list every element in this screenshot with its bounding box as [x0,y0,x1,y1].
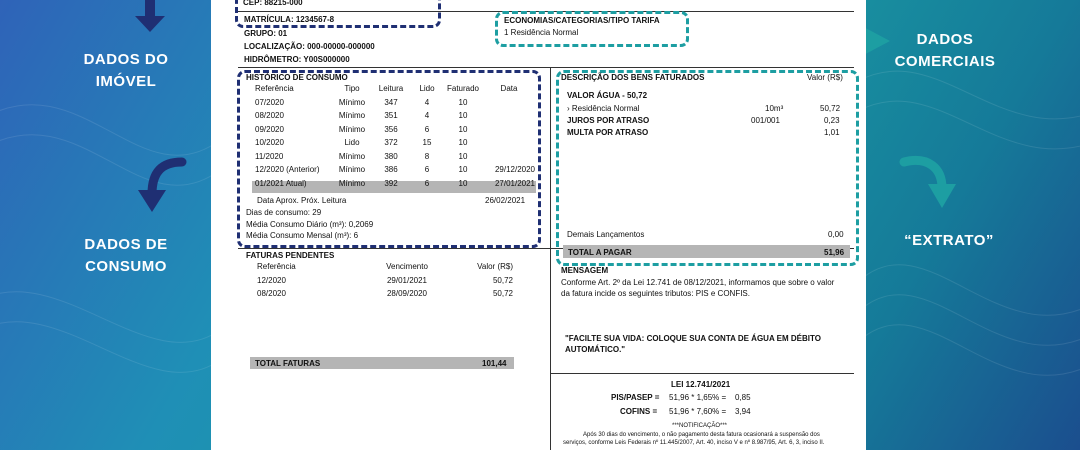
pis-label: PIS/PASEP = [611,393,660,402]
juros-value: 0,23 [824,116,840,125]
categorias-title: ECONOMIAS/CATEGORIAS/TIPO TARIFA [504,16,660,25]
matricula-highlight [235,0,441,28]
multa-item: MULTA POR ATRASO [567,128,649,137]
multa-value-amount: 1,01 [824,128,840,137]
label-dados-imovel: DADOS DO IMÓVEL [83,51,169,90]
valor-agua-text: VALOR ÁGUA - 50,72 [567,91,648,100]
total-pagar-label: TOTAL A PAGAR [568,248,632,257]
notificacao-title: ***NOTIFICAÇÃO*** [672,423,728,429]
pis-calc: 51,96 * 1,65% = [669,393,727,402]
divider [551,373,854,374]
mensagem-line2: da fatura incide os seguintes tributos: PIS e CONFIS. [561,289,750,298]
juros-item: JUROS POR ATRASO [567,116,650,125]
total-pagar-value: 51,96 [824,248,845,257]
table-row: 08/2020 28/09/2020 50,72 [257,289,513,299]
demais-value: 0,00 [828,230,844,239]
facilite-line1: "FACILTE SUA VIDA: COLOQUE SUA CONTA DE ÁGUA EM DÉBITO [565,334,821,343]
cep-text: CEP: 88215-000 [243,0,303,7]
faturas-table [257,260,513,301]
table-row: 07/2020 Mínimo 347 4 10 [255,97,468,107]
historico-table [255,82,535,190]
divider [238,67,854,68]
lei-title: LEI 12.741/2021 [671,380,731,389]
facilite-line2: AUTOMÁTICO." [565,345,626,354]
historico-title: HISTÓRICO DE CONSUMO [246,73,348,82]
table-header: Referência Tipo Leitura Lido Faturado Data [255,84,518,94]
media-mensal: Média Consumo Mensal (m³): 6 [246,231,359,240]
grupo-text: GRUPO: 01 [244,29,288,38]
pis-value: 0,85 [735,393,751,402]
matricula-text: MATRÍCULA: 1234567-8 [244,15,335,24]
table-row: 08/2020 Mínimo 351 4 10 [255,111,468,121]
total-faturas-value: 101,44 [482,359,507,368]
proxima-leitura-label: Data Aprox. Próx. Leitura [257,196,347,205]
curved-arrow-icon [898,152,964,218]
comerciais-highlight [495,11,689,47]
juros-parcela: 001/001 [751,116,780,125]
label-extrato: “EXTRATO” [904,232,994,249]
table-row: 12/2020 (Anterior) Mínimo 386 6 10 29/12/2020 [255,165,535,175]
total-faturas-label: TOTAL FATURAS [255,359,321,368]
notificacao-line1: Após 30 dias do vencimento, o não pagamento desta fatura ocasionará a suspensão dos [583,432,820,438]
column-divider [550,67,551,450]
table-row-current: 01/2021 Atual) Mínimo 392 6 10 27/01/2021 [255,178,535,188]
mensagem-title: MENSAGEM [561,266,609,275]
residencia-item: › Residência Normal [567,104,640,113]
arrow-down-icon [125,0,175,36]
mensagem-line1: Conforme Art. 2º da Lei 12.741 de 08/12/2021, informamos que sobre o valor [561,278,835,287]
hidrometro-text: HIDRÔMETRO: Y00S000000 [244,55,350,64]
demais-label: Demais Lançamentos [567,230,645,239]
cofins-calc: 51,96 * 7,60% = [669,407,727,416]
localizacao-text: LOCALIZAÇÃO: 000-00000-000000 [244,42,375,51]
faturas-title: FATURAS PENDENTES [246,251,335,260]
cofins-label: COFINS = [620,407,658,416]
table-row: 09/2020 Mínimo 356 6 10 [255,124,468,134]
water-bill [211,0,866,450]
table-row: 11/2020 Mínimo 380 8 10 [255,151,468,161]
residencia-value: 50,72 [820,104,841,113]
table-header: Referência Vencimento Valor (R$) [257,262,513,272]
categorias-value: 1 Residência Normal [504,28,579,37]
residencia-qty: 10m³ [765,104,784,113]
bens-valor-header: Valor (R$) [807,73,843,82]
table-row: 10/2020 Lido 372 15 10 [255,138,468,148]
proxima-leitura-value: 26/02/2021 [485,196,526,205]
notificacao-line2: serviços, conforme Leis Federais nº 11.445/2007, Art. 40, inciso V e nº 8.987/95, Art. 6, 3, inciso II. [563,440,825,446]
label-dados-consumo: DADOS DE CONSUMO [84,236,168,275]
cofins-value: 3,94 [735,407,751,416]
curved-arrow-icon [130,156,192,218]
bens-title: DESCRIÇÃO DOS BENS FATURADOS [561,73,705,82]
media-diaria: Média Consumo Diário (m³): 0,2069 [246,220,374,229]
dias-consumo: Dias de consumo: 29 [246,208,322,217]
table-row: 12/2020 29/01/2021 50,72 [257,275,513,285]
label-dados-comerciais: DADOS COMERCIAIS [894,31,996,70]
